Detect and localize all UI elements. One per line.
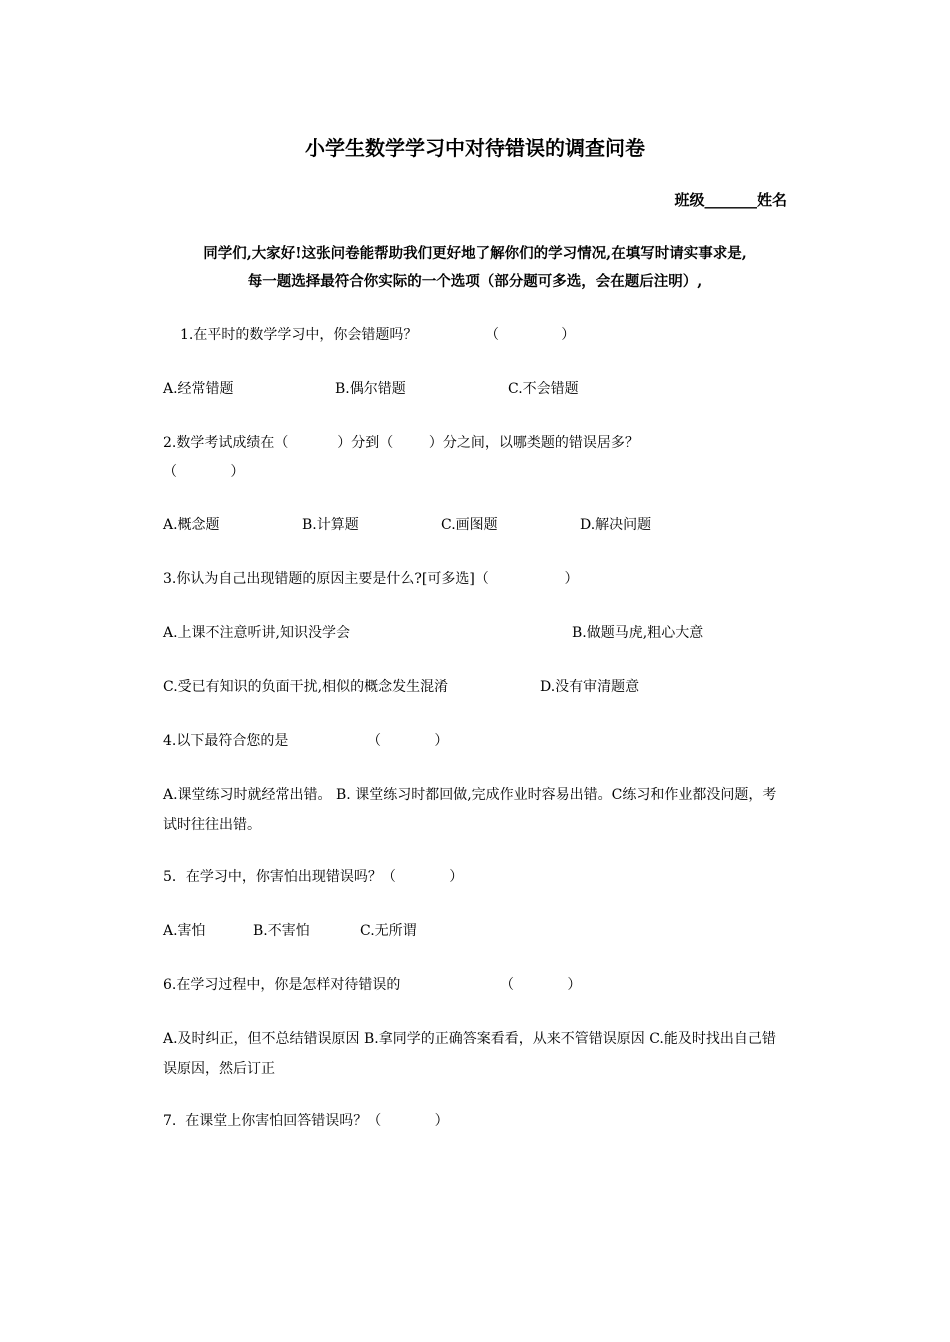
question-6-options: A.及时纠正，但不总结错误原因 B.拿同学的正确答案看看，从来不管错误原因 C.能及时找出自己错误原因，然后订正 <box>163 1031 776 1077</box>
question-2-option-d: D.解决问题 <box>580 517 652 533</box>
question-6-blank: （ ） <box>500 977 582 993</box>
question-7-stem: 7. 在课堂上你害怕回答错误吗？（ ） <box>163 1113 449 1129</box>
question-6-stem: 6.在学习过程中，你是怎样对待错误的 <box>163 977 401 993</box>
intro-line-1: 同学们,大家好!这张问卷能帮助我们更好地了解你们的学习情况,在填写时请实事求是, <box>203 245 747 262</box>
class-name-fields: 班级_______姓名 <box>674 191 787 209</box>
question-1-option-c: C.不会错题 <box>508 381 579 397</box>
question-4-blank: （ ） <box>367 733 449 749</box>
question-2-option-c: C.画图题 <box>441 517 498 533</box>
question-2-option-a: A.概念题 <box>163 517 220 533</box>
question-1-blank: （ ） <box>485 327 576 343</box>
question-2-stem: 2.数学考试成绩在（ ）分到（ ）分之间，以哪类题的错误居多？ <box>163 435 639 451</box>
intro-text <box>150 240 800 296</box>
question-5-option-b: B.不害怕 <box>253 923 310 939</box>
question-3-option-b: B.做题马虎,粗心大意 <box>572 625 704 641</box>
question-3-option-a: A.上课不注意听讲,知识没学会 <box>163 625 351 641</box>
question-3-stem: 3.你认为自己出现错题的原因主要是什么?[可多选]（ ） <box>163 571 579 587</box>
question-3-option-c: C.受已有知识的负面干扰,相似的概念发生混淆 <box>163 679 449 695</box>
question-4-options: A.课堂练习时就经常出错。 B. 课堂练习时都回做,完成作业时容易出错。C练习和作业都没问题，考试时往往出错。 <box>163 787 777 833</box>
page-title: 小学生数学学习中对待错误的调查问卷 <box>305 136 645 160</box>
question-1-stem: 1.在平时的数学学习中，你会错题吗？ <box>180 327 418 343</box>
question-5-stem: 5．在学习中，你害怕出现错误吗？（ ） <box>163 869 464 885</box>
question-5-option-c: C.无所谓 <box>360 923 417 939</box>
question-2-option-b: B.计算题 <box>302 517 359 533</box>
question-5-option-a: A.害怕 <box>163 923 206 939</box>
intro-line-2: 每一题选择最符合你实际的一个选项（部分题可多选，会在题后注明）, <box>247 273 703 290</box>
question-1-option-a: A.经常错题 <box>163 381 234 397</box>
question-4-stem: 4.以下最符合您的是 <box>163 733 289 749</box>
question-2-blank: （ ） <box>163 464 245 480</box>
question-1-option-b: B.偶尔错题 <box>335 381 406 397</box>
question-3-option-d: D.没有审清题意 <box>540 679 640 695</box>
